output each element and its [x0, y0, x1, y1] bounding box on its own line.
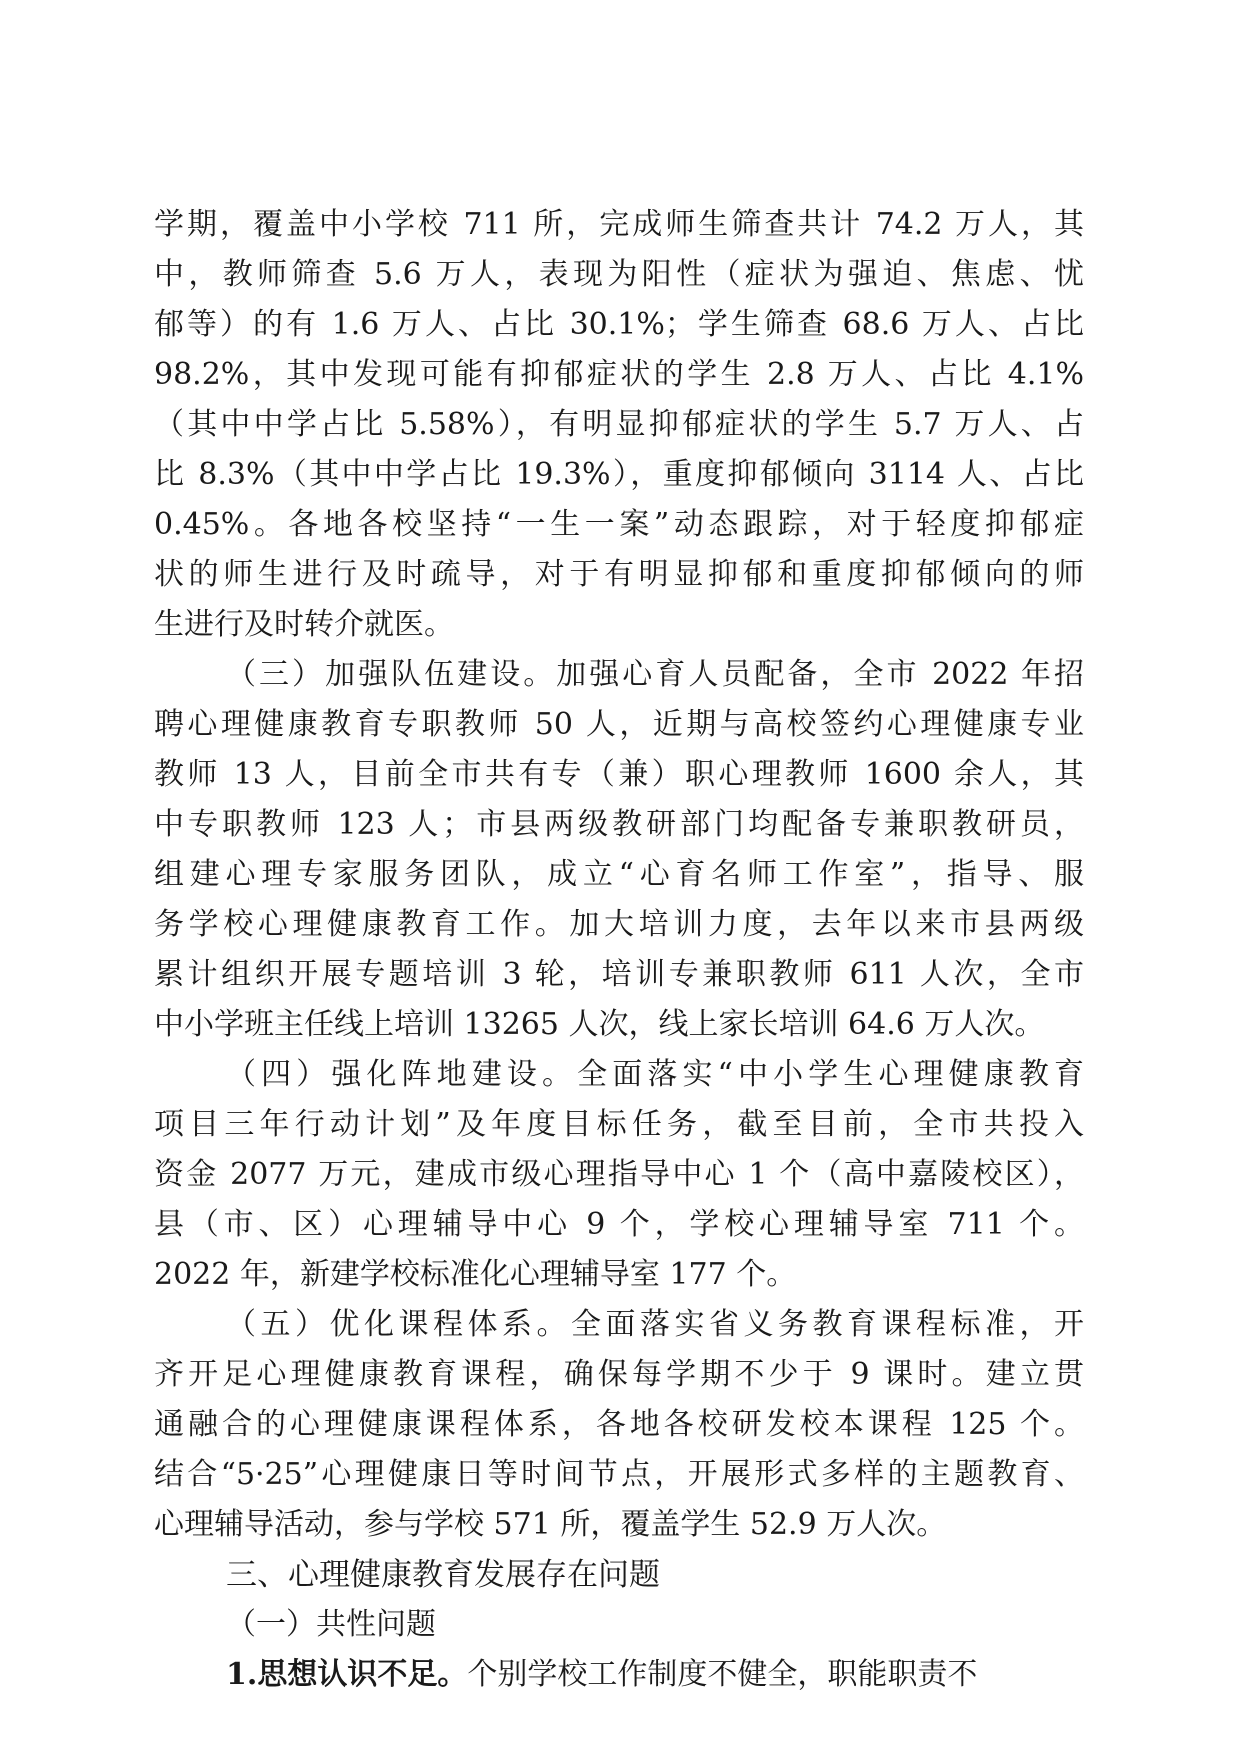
- text-line: 心理辅导活动，参与学校 571 所，覆盖学生 52.9 万人次。: [154, 1507, 947, 1542]
- text-line: 累计组织开展专题培训 3 轮，培训专兼职教师 611 人次，全市: [154, 957, 1084, 992]
- text-line: 2022 年，新建学校标准化心理辅导室 177 个。: [154, 1257, 797, 1292]
- text-line: 教师 13 人，目前全市共有专（兼）职心理教师 1600 余人，其: [154, 757, 1084, 792]
- text-line: 98.2%，其中发现可能有抑郁症状的学生 2.8 万人、占比 4.1%: [154, 357, 1084, 392]
- item-text: 个别学校工作制度不健全，职能职责不: [467, 1657, 978, 1692]
- text-line: 郁等）的有 1.6 万人、占比 30.1%；学生筛查 68.6 万人、占比: [154, 307, 1084, 342]
- text-line: 组建心理专家服务团队，成立“心育名师工作室”，指导、服: [154, 857, 1084, 892]
- paragraph-facility-building: [154, 1050, 1084, 1300]
- section-heading: 三、心理健康教育发展存在问题: [226, 1557, 660, 1593]
- text-line: 务学校心理健康教育工作。加大培训力度，去年以来市县两级: [154, 907, 1084, 942]
- document-body: [154, 200, 1084, 1700]
- text-line: （三）加强队伍建设。加强心育人员配备，全市 2022 年招: [226, 657, 1084, 692]
- text-line: （四）强化阵地建设。全面落实“中小学生心理健康教育: [226, 1057, 1084, 1092]
- text-line: 齐开足心理健康教育课程，确保每学期不少于 9 课时。建立贯: [154, 1357, 1084, 1392]
- text-line: 中，教师筛查 5.6 万人，表现为阳性（症状为强迫、焦虑、忧: [154, 257, 1084, 292]
- paragraph-screening-results: [154, 200, 1084, 650]
- item-paragraph: [154, 1650, 1084, 1700]
- text-line: 聘心理健康教育专职教师 50 人，近期与高校签约心理健康专业: [154, 707, 1084, 742]
- paragraph-curriculum: [154, 1300, 1084, 1550]
- text-line: （其中中学占比 5.58%），有明显抑郁症状的学生 5.7 万人、占: [154, 407, 1084, 442]
- text-line: （五）优化课程体系。全面落实省义务教育课程标准，开: [226, 1307, 1084, 1342]
- text-line: 比 8.3%（其中中学占比 19.3%），重度抑郁倾向 3114 人、占比: [154, 457, 1084, 492]
- text-line: 项目三年行动计划”及年度目标任务，截至目前，全市共投入: [154, 1107, 1084, 1142]
- text-line: 资金 2077 万元，建成市级心理指导中心 1 个（高中嘉陵校区），: [154, 1157, 1084, 1192]
- text-line: 生进行及时转介就医。: [154, 607, 454, 642]
- paragraph-team-building: [154, 650, 1084, 1050]
- item-lead: 1.思想认识不足。: [226, 1657, 468, 1692]
- text-line: 中小学班主任线上培训 13265 人次，线上家长培训 64.6 万人次。: [154, 1007, 1045, 1042]
- text-line: 通融合的心理健康课程体系，各地各校研发校本课程 125 个。: [154, 1407, 1084, 1442]
- text-line: 结合“5·25”心理健康日等时间节点，开展形式多样的主题教育、: [154, 1457, 1084, 1492]
- subsection-heading: （一）共性问题: [226, 1607, 436, 1642]
- text-line: 中专职教师 123 人；市县两级教研部门均配备专兼职教研员，: [154, 807, 1084, 842]
- text-line: 状的师生进行及时疏导，对于有明显抑郁和重度抑郁倾向的师: [154, 557, 1084, 592]
- text-line: 0.45%。各地各校坚持“一生一案”动态跟踪，对于轻度抑郁症: [154, 507, 1084, 542]
- text-line: 县（市、区）心理辅导中心 9 个，学校心理辅导室 711 个。: [154, 1207, 1084, 1242]
- text-line: 学期，覆盖中小学校 711 所，完成师生筛查共计 74.2 万人，其: [154, 207, 1084, 242]
